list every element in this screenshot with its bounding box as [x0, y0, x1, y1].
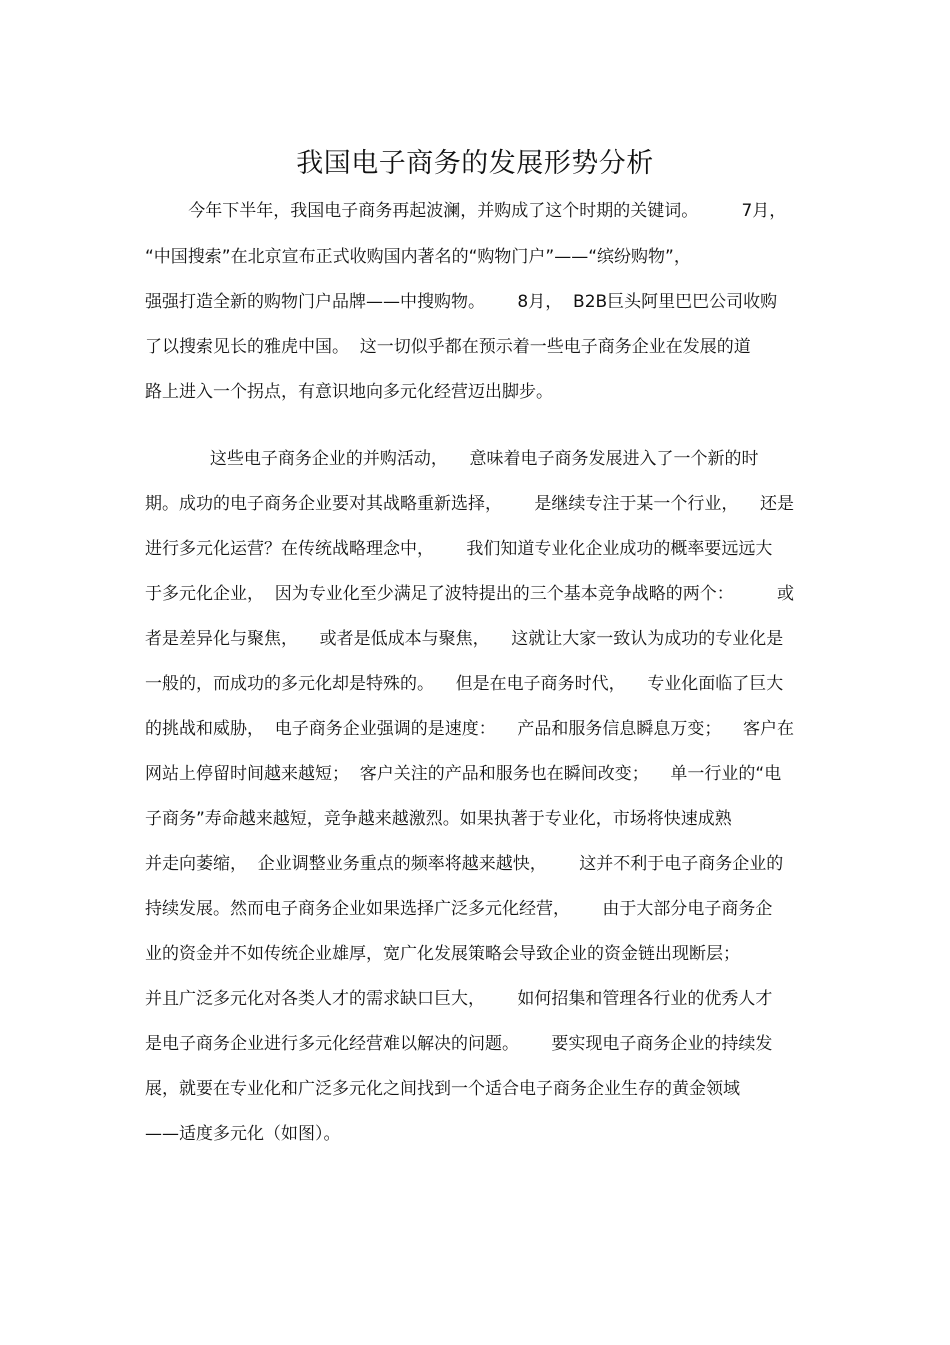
text-line: 业的资金并不如传统企业雄厚，宽广化发展策略会导致企业的资金链出现断层； — [145, 944, 740, 964]
text-line: 是电子商务企业进行多元化经营难以解决的问题。 要实现电子商务企业的持续发 — [145, 1034, 773, 1054]
text-line: 一般的，而成功的多元化却是特殊的。 但是在电子商务时代， 专业化面临了巨大 — [145, 674, 784, 694]
text-line: 展，就要在专业化和广泛多元化之间找到一个适合电子商务企业生存的黄金领域 — [145, 1079, 740, 1099]
text-line: 今年下半年，我国电子商务再起波澜，并购成了这个时期的关键词。 7月， — [145, 201, 787, 221]
text-line: 并且广泛多元化对各类人才的需求缺口巨大， 如何招集和管理各行业的优秀人才 — [145, 989, 773, 1009]
document-title: 我国电子商务的发展形势分析 — [296, 148, 654, 180]
text-line: 子商务”寿命越来越短，竞争越来越激烈。如果执著于专业化，市场将快速成熟 — [145, 809, 732, 829]
text-line: 期。成功的电子商务企业要对其战略重新选择， 是继续专注于某一个行业， 还是 — [145, 494, 795, 514]
text-line: 了以搜索见长的雅虎中国。 这一切似乎都在预示着一些电子商务企业在发展的道 — [145, 337, 751, 357]
text-line: 并走向萎缩， 企业调整业务重点的频率将越来越快， 这并不利于电子商务企业的 — [145, 854, 784, 874]
text-line: 网站上停留时间越来越短； 客户关注的产品和服务也在瞬间改变； 单一行业的“电 — [145, 764, 782, 784]
text-line: 这些电子商务企业的并购活动， 意味着电子商务发展进入了一个新的时 — [145, 449, 759, 469]
text-line: 持续发展。然而电子商务企业如果选择广泛多元化经营， 由于大部分电子商务企 — [145, 899, 773, 919]
text-line: ——适度多元化（如图）。 — [145, 1124, 341, 1144]
text-line: 进行多元化运营？在传统战略理念中， 我们知道专业化企业成功的概率要远远大 — [145, 539, 773, 559]
text-line: 强强打造全新的购物门户品牌——中搜购物。 8月， B2B巨头阿里巴巴公司收购 — [145, 292, 778, 312]
text-line: 者是差异化与聚焦， 或者是低成本与聚焦， 这就让大家一致认为成功的专业化是 — [145, 629, 784, 649]
text-line: “中国搜索”在北京宣布正式收购国内著名的“购物门户”——“缤纷购物”， — [145, 247, 691, 267]
text-line: 于多元化企业， 因为专业化至少满足了波特提出的三个基本竞争战略的两个： 或 — [145, 584, 795, 604]
text-line: 的挑战和威胁， 电子商务企业强调的是速度： 产品和服务信息瞬息万变； 客户在 — [145, 719, 795, 739]
text-line: 路上进入一个拐点，有意识地向多元化经营迈出脚步。 — [145, 382, 553, 402]
